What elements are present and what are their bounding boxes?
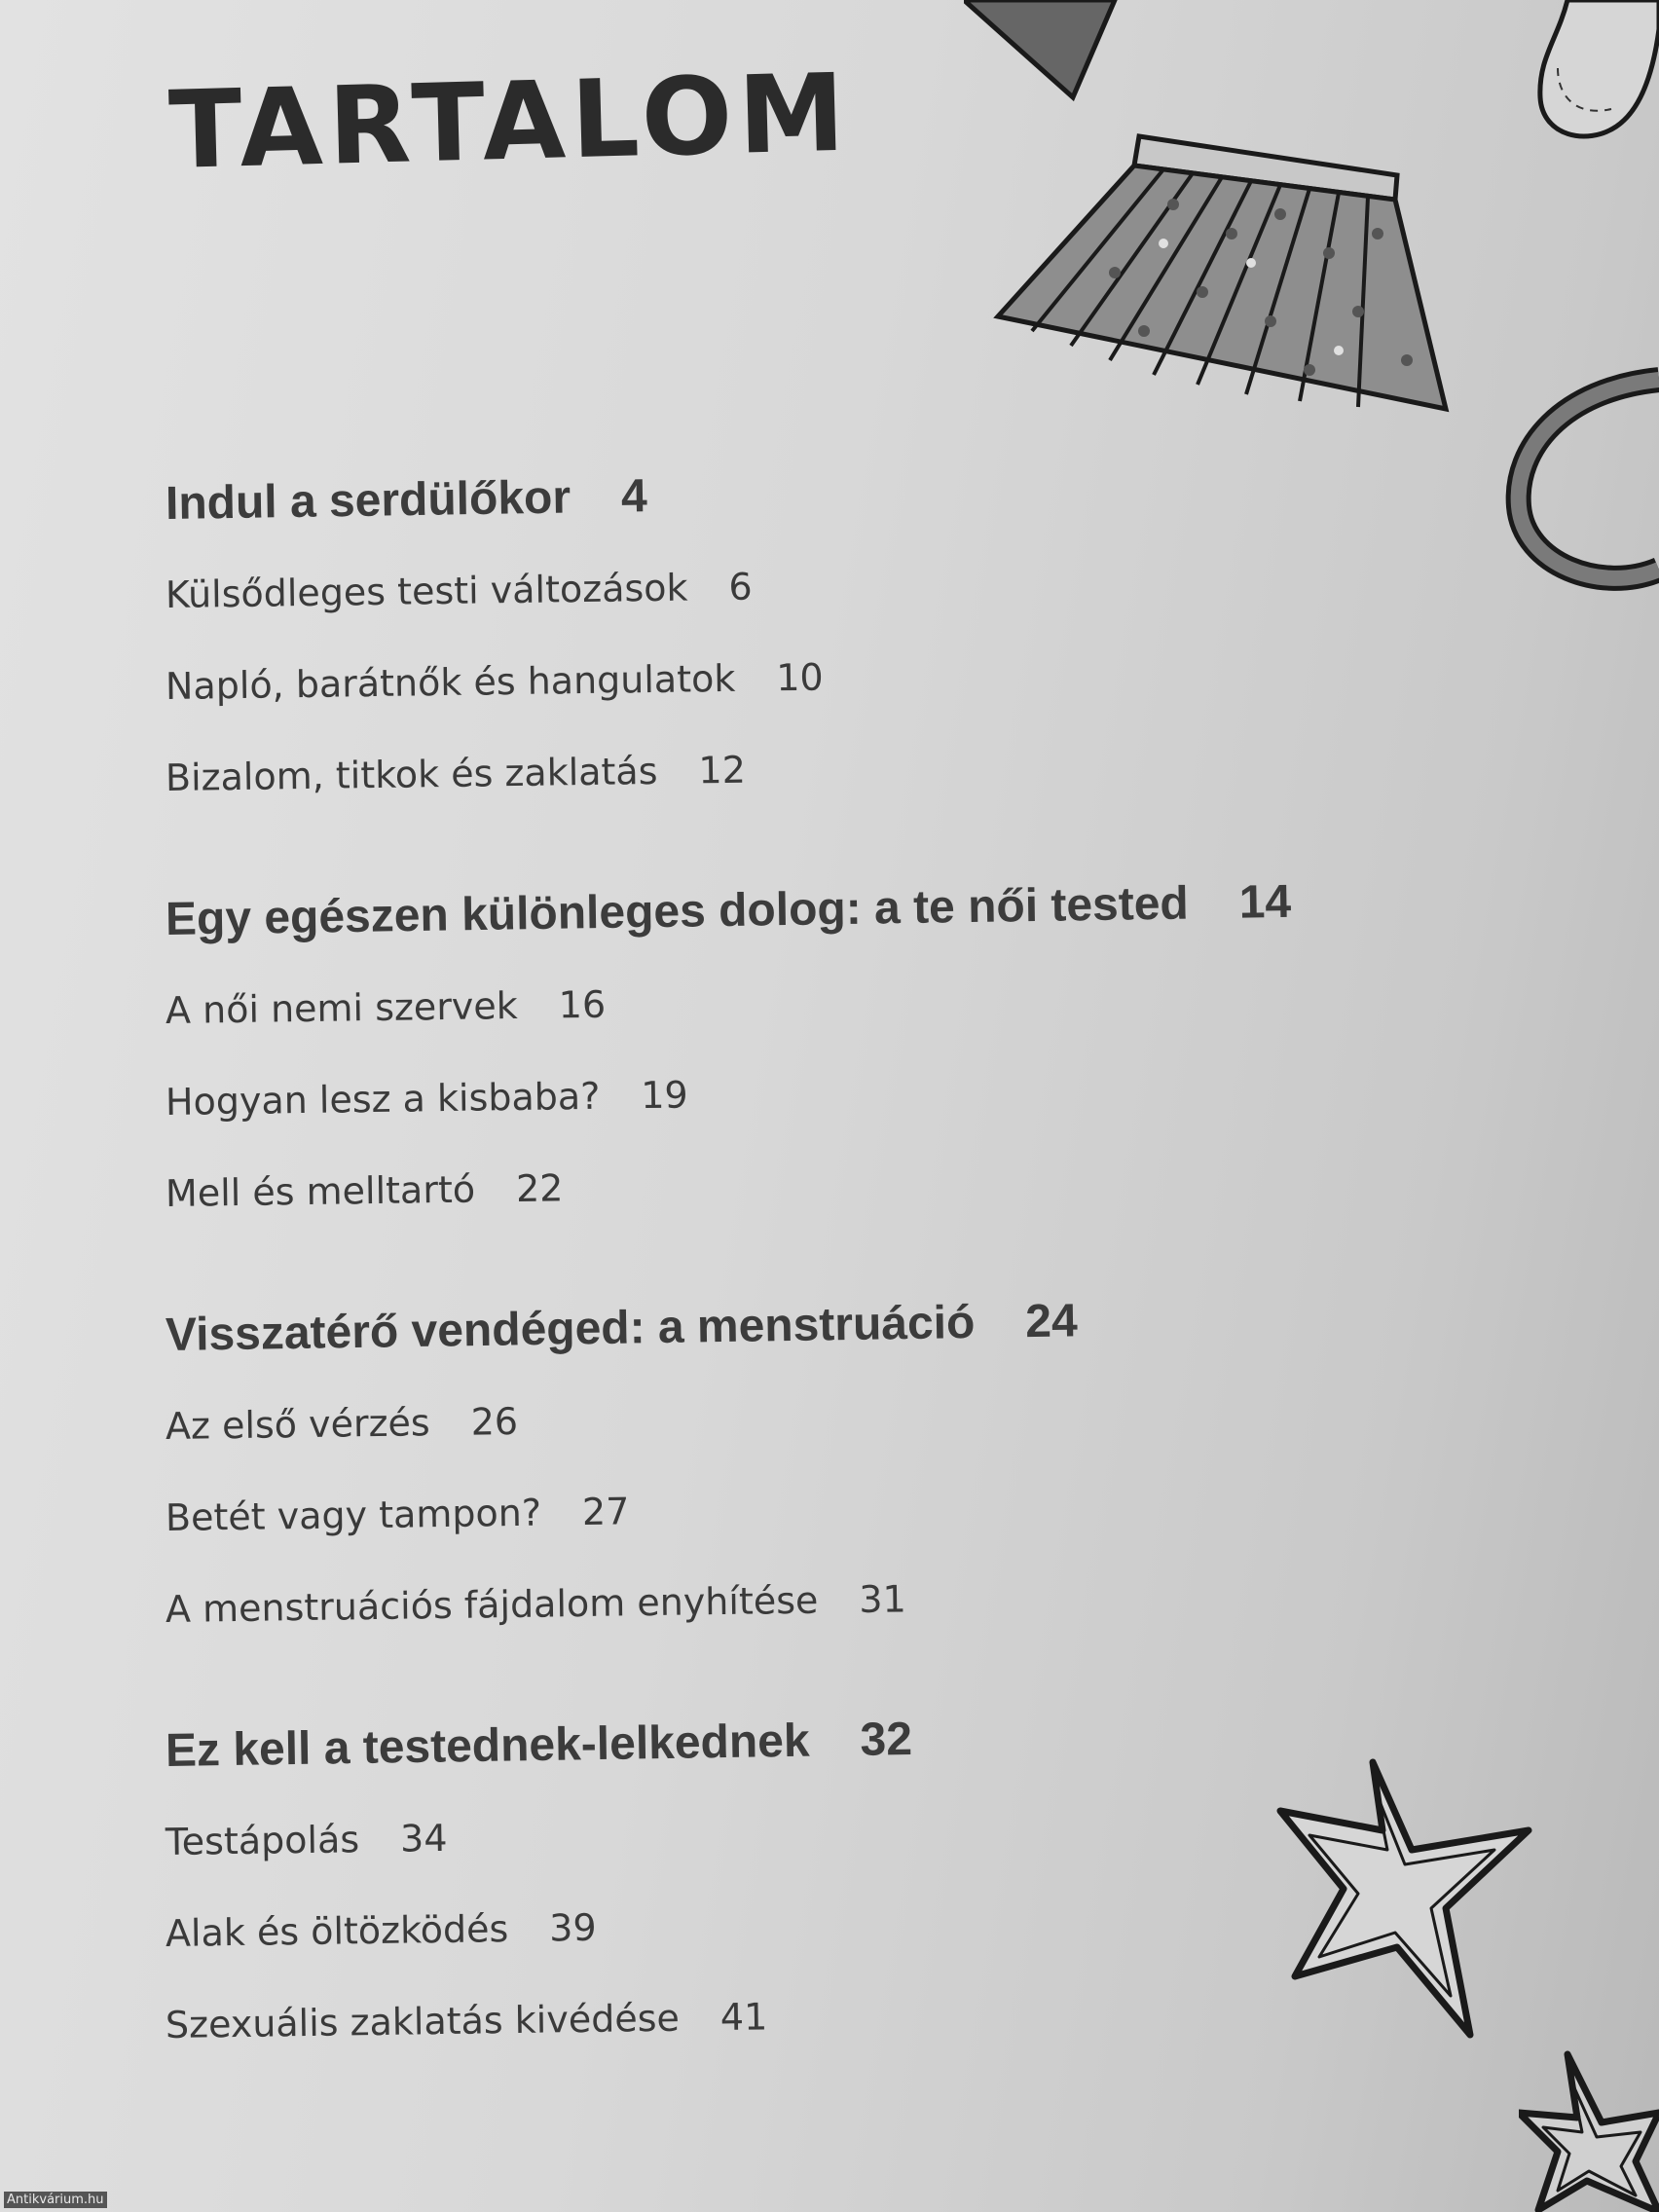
toc-entry[interactable] — [166, 1570, 1431, 1631]
toc-section — [165, 470, 1431, 799]
chapter-heading[interactable] — [166, 1289, 1432, 1362]
ring-illustration — [1504, 360, 1659, 604]
toc-entry[interactable] — [166, 1803, 1431, 1863]
entry-title: Hogyan lesz a kisbaba? — [165, 1074, 601, 1124]
entry-title: Alak és öltözködés — [165, 1907, 509, 1955]
entry-title: Betét vagy tampon? — [165, 1491, 542, 1539]
toc-section — [165, 1295, 1431, 1631]
entry-title: Külsődleges testi változások — [165, 566, 688, 616]
toc-section — [165, 1713, 1431, 2046]
shoe-illustration — [1519, 0, 1659, 156]
toc-entry[interactable] — [166, 739, 1431, 799]
chapter-heading[interactable] — [166, 873, 1432, 946]
entry-page: 39 — [548, 1905, 597, 1950]
toc-entry[interactable] — [166, 1986, 1431, 2046]
entry-title: Testápolás — [165, 1818, 360, 1863]
entry-title: Mell és melltartó — [165, 1167, 476, 1215]
chapter-heading[interactable] — [166, 1705, 1432, 1778]
skirt-illustration — [988, 127, 1456, 419]
entry-title: Napló, barátnők és hangulatok — [165, 656, 736, 708]
toc-entry[interactable] — [166, 647, 1431, 708]
entry-page: 12 — [698, 748, 747, 793]
entry-title: Szexuális zaklatás kivédése — [165, 1996, 681, 2046]
chapter-title: Ez kell a testednek-lelkednek — [165, 1714, 810, 1777]
entry-page: 27 — [581, 1490, 630, 1534]
entry-title: Bizalom, titkok és zaklatás — [165, 749, 658, 799]
entry-page: 41 — [719, 1995, 768, 2040]
watermark: Antikvárium.hu — [4, 2192, 107, 2208]
page-title: TARTALOM — [167, 50, 853, 193]
entry-page: 34 — [399, 1816, 448, 1861]
entry-page: 10 — [775, 655, 824, 700]
entry-page: 31 — [859, 1577, 906, 1622]
chapter-page: 24 — [1024, 1295, 1079, 1348]
diamond-illustration — [964, 0, 1129, 107]
chapter-title: Visszatérő vendéged: a menstruáció — [165, 1296, 976, 1361]
table-of-contents — [165, 470, 1431, 2140]
entry-page: 26 — [470, 1399, 519, 1444]
chapter-page: 14 — [1238, 875, 1292, 929]
entry-title: A női nemi szervek — [165, 983, 519, 1032]
toc-section — [165, 875, 1431, 1215]
chapter-page: 32 — [860, 1713, 913, 1766]
toc-entry[interactable] — [166, 972, 1431, 1032]
entry-page: 6 — [728, 565, 753, 608]
entry-page: 16 — [558, 982, 607, 1027]
chapter-title: Indul a serdülőkor — [165, 471, 571, 530]
entry-page: 19 — [641, 1073, 688, 1118]
entry-title: Az első vérzés — [165, 1401, 430, 1448]
chapter-page: 4 — [620, 470, 648, 523]
toc-entry[interactable] — [166, 1895, 1431, 1955]
toc-entry[interactable] — [166, 1063, 1431, 1124]
star-illustration-small — [1519, 2035, 1659, 2212]
chapter-heading[interactable] — [166, 458, 1432, 531]
chapter-title: Egy egészen különleges dolog: a te női tested — [165, 877, 1190, 945]
toc-entry[interactable] — [166, 1479, 1431, 1539]
toc-entry[interactable] — [166, 556, 1431, 616]
entry-title: A menstruációs fájdalom enyhítése — [165, 1578, 819, 1631]
entry-page: 22 — [515, 1166, 564, 1210]
toc-entry[interactable] — [166, 1387, 1431, 1448]
toc-entry[interactable] — [166, 1155, 1431, 1215]
